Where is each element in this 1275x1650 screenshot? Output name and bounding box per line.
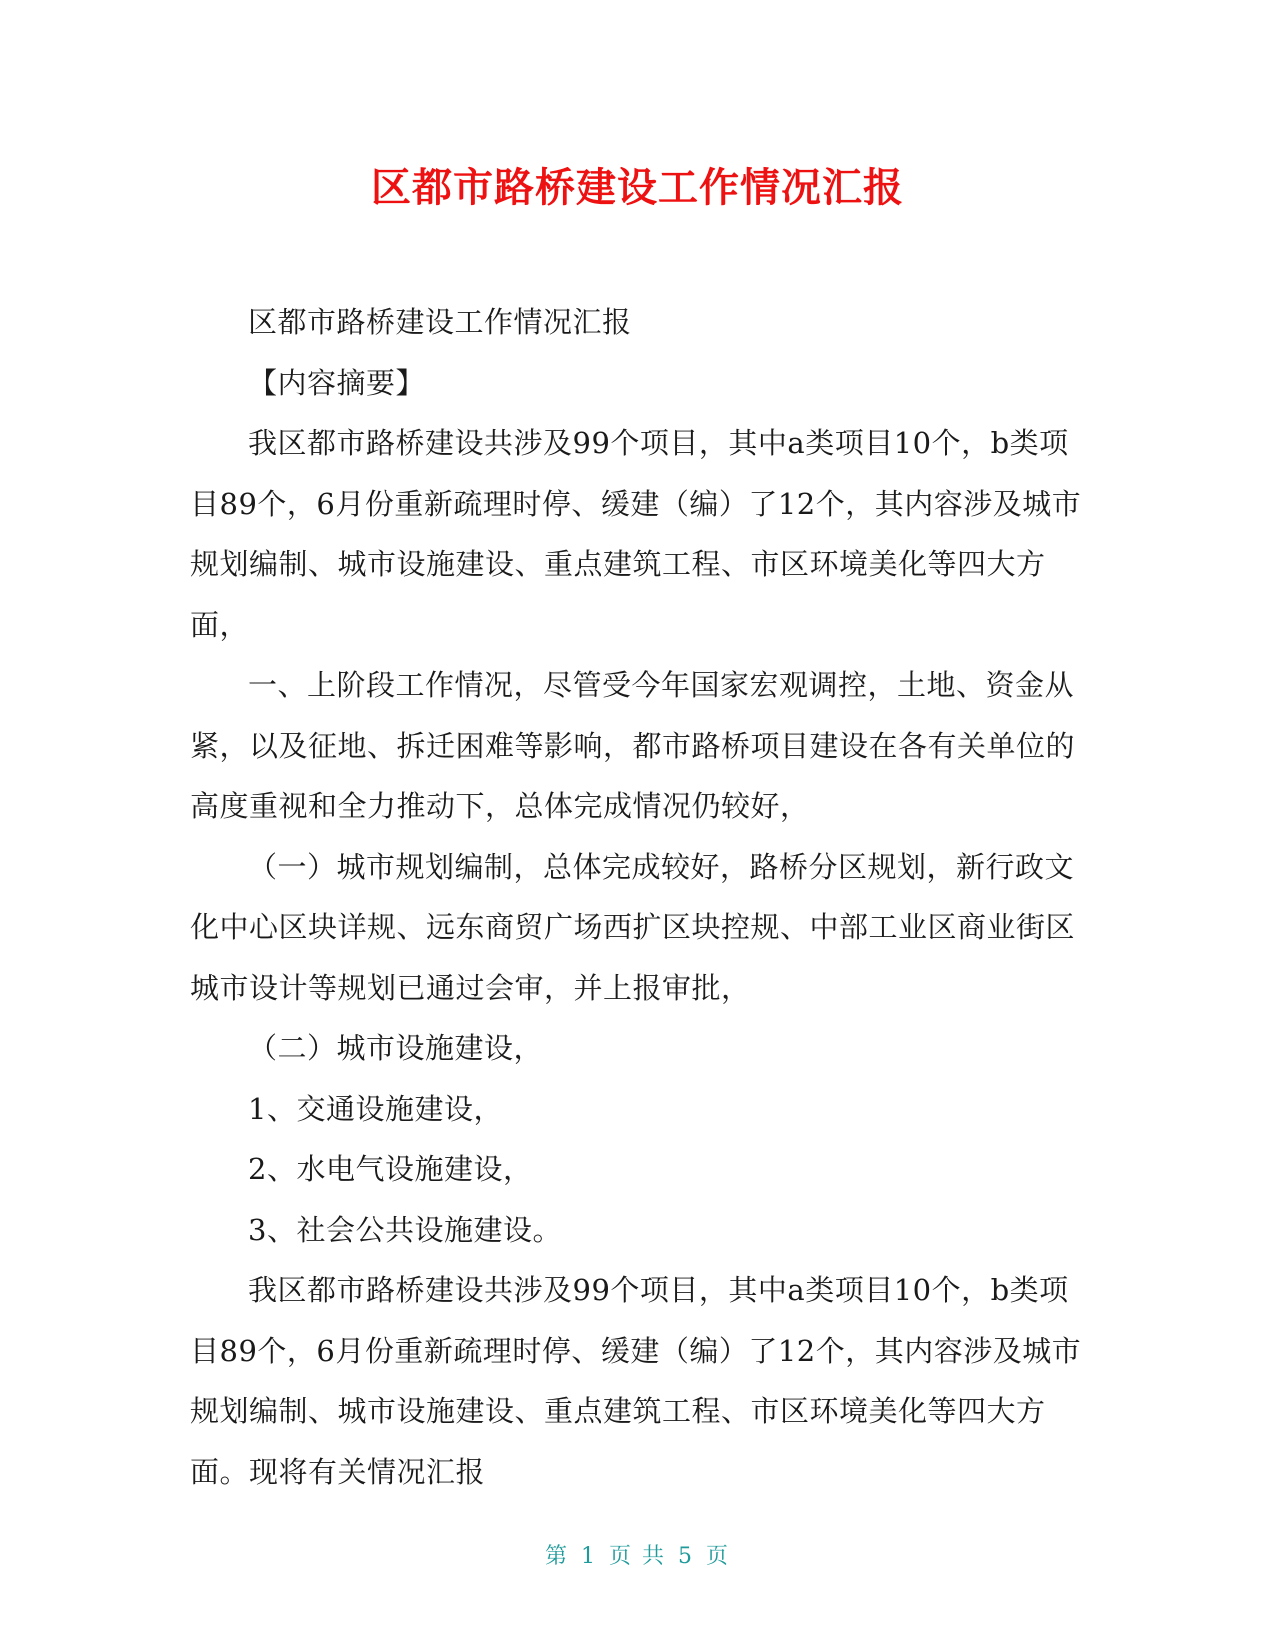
list-item-2: 2、水电气设施建设， <box>248 1152 533 1186</box>
footer-suffix: 页 <box>706 1544 731 1569</box>
list-item-3: 3、社会公共设施建设。 <box>248 1212 562 1247</box>
footer-total-pages: 5 <box>678 1544 694 1569</box>
paragraph-summary: 我区都市路桥建设共涉及99个项目，其中a类项目10个，b类项目89个，6月份重新疏理时停、缓建（编）了12个，其内容涉及城市规划编制、城市设施建设、重点建筑工程、市区环境美化等四大方面， <box>190 426 1082 642</box>
paragraph-section-one: 一、上阶段工作情况，尽管受今年国家宏观调控，土地、资金从紧，以及征地、拆迁困难等影响，都市路桥项目建设在各有关单位的高度重视和全力推动下，总体完成情况仍较好， <box>190 668 1076 823</box>
paragraph-abstract-heading: 【内容摘要】 <box>248 365 426 400</box>
footer-current-page: 1 <box>581 1544 597 1569</box>
document-title: 区都市路桥建设工作情况汇报 <box>371 165 904 211</box>
page-footer <box>0 1542 1275 1572</box>
footer-prefix: 第 <box>544 1544 569 1569</box>
paragraph-summary-repeat: 我区都市路桥建设共涉及99个项目，其中a类项目10个，b类项目89个，6月份重新疏理时停、缓建（编）了12个，其内容涉及城市规划编制、城市设施建设、重点建筑工程、市区环境美化等四大方面。现将有关情况汇报 <box>190 1273 1082 1489</box>
footer-middle: 页 共 <box>609 1544 666 1569</box>
paragraph-subtitle: 区都市路桥建设工作情况汇报 <box>248 305 632 339</box>
document-body <box>190 292 1085 1502</box>
list-item-1: 1、交通设施建设， <box>248 1091 503 1126</box>
paragraph-subsection-one: （一）城市规划编制，总体完成较好，路桥分区规划，新行政文化中心区块详规、远东商贸广场西扩区块控规、中部工业区商业街区城市设计等规划已通过会审，并上报审批， <box>190 849 1076 1005</box>
paragraph-subsection-two: （二）城市设施建设， <box>248 1031 544 1065</box>
